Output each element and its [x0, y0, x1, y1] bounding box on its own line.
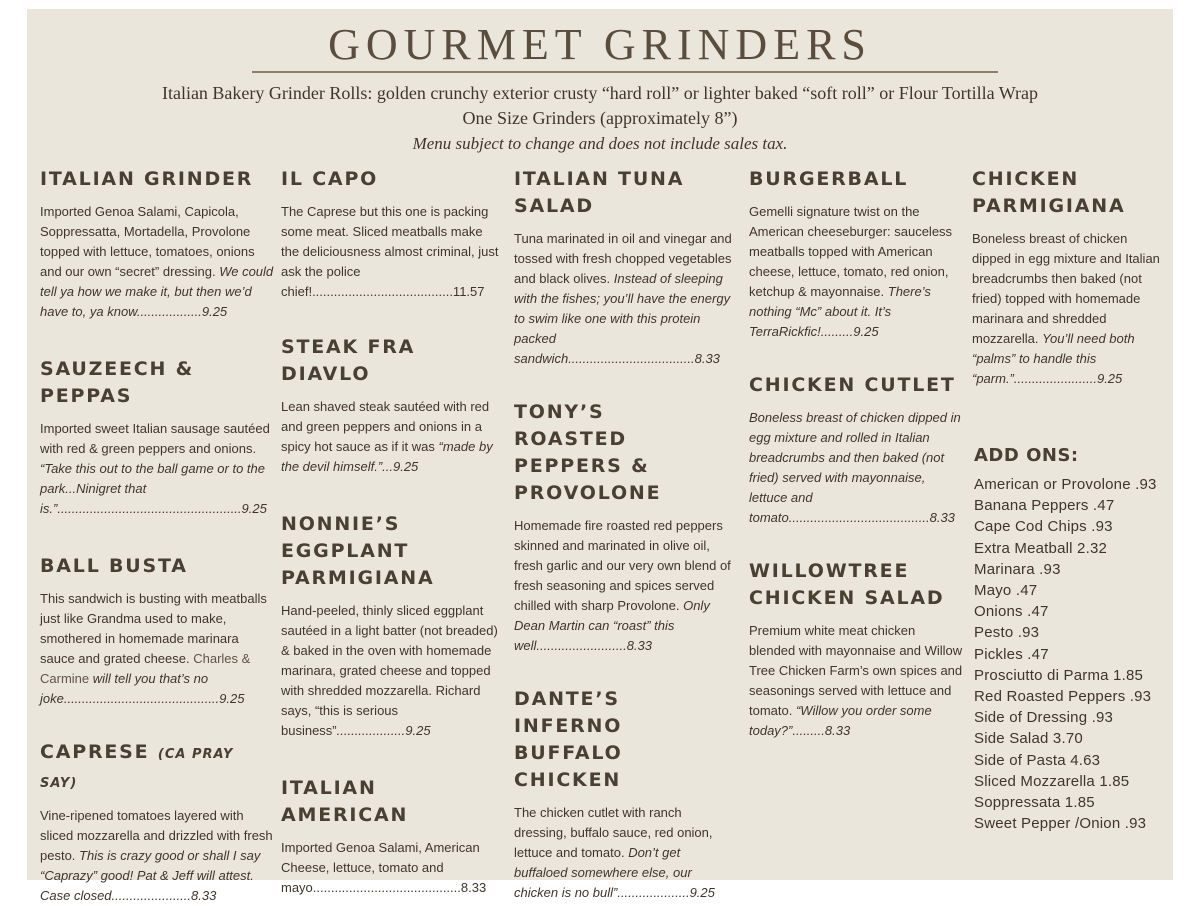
- addon-item: Sweet Pepper /Onion .93: [974, 815, 1147, 833]
- item-name: WILLOWTREE CHICKEN SALAD: [749, 560, 945, 609]
- menu-item-italian-tuna: [514, 166, 732, 369]
- addon-item: American or Provolone .93: [974, 476, 1157, 493]
- item-description: Homemade fire roasted red peppers skinned and marinated in olive oil, fresh garlic and our very own blend of fresh seasoning and spices served chilled with sharp Provolone. Only Dean Martin can “roast” this well.........................8.33: [514, 518, 731, 653]
- item-description: Boneless breast of chicken dipped in egg mixture and rolled in Italian breadcrumbs and then baked (not fried) served with mayonnaise, lettuce and tomato.......................................8.33: [749, 410, 961, 525]
- menu-item-chicken-cutlet: [749, 372, 963, 528]
- menu-item-chicken-parmigiana: [972, 166, 1162, 389]
- addon-item: Side Salad 3.70: [974, 730, 1083, 748]
- addon-item: Side of Pasta 4.63: [974, 751, 1101, 769]
- item-description: Tuna marinated in oil and vinegar and tossed with fresh chopped vegetables and black olives. Instead of sleeping with the fishes; you’ll have the energy to swim like one with this protein packed sandwich...................................8.33: [514, 231, 732, 366]
- item-name: DANTE’S INFERNO BUFFALO CHICKEN: [514, 688, 623, 791]
- tax-note: Menu subject to change and does not include sales tax.: [412, 134, 788, 153]
- addon-item: Prosciutto di Parma 1.85: [974, 666, 1144, 684]
- item-description: Imported Genoa Salami, American Cheese, lettuce, tomato and mayo.........................................8.33: [281, 840, 487, 895]
- menu-item-caprese: [40, 739, 276, 906]
- addon-item: Soppressata 1.85: [974, 794, 1095, 812]
- item-description: Premium white meat chicken blended with mayonnaise and Willow Tree Chicken Farm’s own spices and seasonings served with lettuce and tomato. “Willow you order some today?”.........8.33: [749, 623, 963, 738]
- item-description: Vine-ripened tomatoes layered with sliced mozzarella and drizzled with fresh pesto. This is crazy good or shall I say “Caprazy” good! Pat & Jeff will attest. Case closed......................8.33: [40, 808, 273, 903]
- addon-item: Marinara .93: [974, 560, 1061, 578]
- item-name: ITALIAN TUNA SALAD: [514, 168, 685, 217]
- size-note: One Size Grinders (approximately 8”): [462, 108, 738, 128]
- item-description: The chicken cutlet with ranch dressing, buffalo sauce, red onion, lettuce and tomato. Don’t get buffaloed somewhere else, our chicken is no bull”....................9.25: [514, 805, 715, 900]
- item-name: CHICKEN PARMIGIANA: [972, 168, 1126, 217]
- addon-item: Red Roasted Peppers .93: [974, 688, 1152, 706]
- item-name: ITALIAN AMERICAN: [281, 777, 409, 826]
- item-description: This sandwich is busting with meatballs just like Grandma used to make, smothered in homemade marinara sauce and grated cheese. Charles & Carmine will tell you that’s no joke...........................................9.25: [40, 591, 267, 706]
- item-description: Boneless breast of chicken dipped in egg mixture and Italian breadcrumbs then baked (not fried) topped with homemade marinara and shredded mozzarella. You’ll need both “palms” to handle this “parm.”.......................9.25: [972, 231, 1160, 386]
- title-divider: [252, 71, 998, 73]
- addon-item: Cape Cod Chips .93: [974, 518, 1113, 536]
- menu-item-eggplant: [281, 511, 501, 741]
- addons-title: ADD ONS:: [974, 445, 1079, 466]
- item-description: The Caprese but this one is packing some meat. Sliced meatballs make the deliciousness almost criminal, just ask the police chief!.......................................11.57: [281, 204, 499, 299]
- item-name: STEAK FRA DIAVLO: [281, 336, 416, 385]
- item-name: BURGERBALL: [749, 168, 909, 190]
- addons-section: [974, 445, 1164, 834]
- addon-item: Onions .47: [974, 603, 1049, 621]
- addon-item: Extra Meatball 2.32: [974, 539, 1108, 557]
- menu-item-ball-busta: [40, 553, 276, 709]
- menu-column-4: [749, 166, 963, 741]
- page-title: GOURMET GRINDERS: [328, 20, 872, 69]
- menu-item-willowtree: [749, 558, 963, 741]
- item-name: NONNIE’S EGGPLANT PARMIGIANA: [281, 513, 435, 589]
- addons-list: [974, 474, 1164, 834]
- menu-item-tonys-roasted-peppers: [514, 399, 732, 656]
- menu-item-il-capo: [281, 166, 501, 302]
- menu-item-burgerball: [749, 166, 963, 342]
- menu-column-3: [514, 166, 732, 903]
- addon-item: Mayo .47: [974, 582, 1038, 600]
- menu-column-2: [281, 166, 501, 898]
- addon-item: Banana Peppers .47: [974, 497, 1115, 515]
- item-name: CHICKEN CUTLET: [749, 374, 956, 396]
- menu-column-1: [40, 166, 276, 906]
- item-name: SAUZEECH & PEPPAS: [40, 358, 194, 407]
- menu-item-sauzeech: [40, 356, 276, 519]
- item-name: CAPRESE (CA PRAY SAY): [40, 741, 234, 791]
- item-name: IL CAPO: [281, 168, 379, 190]
- addon-item: Side of Dressing .93: [974, 709, 1114, 727]
- addon-item: Sliced Mozzarella 1.85: [974, 772, 1130, 790]
- menu-column-5: [972, 166, 1162, 833]
- item-description: Imported sweet Italian sausage sautéed with red & green peppers and onions. “Take this out to the ball game or to the park...Ninigret that is.”...................................................9.25: [40, 421, 270, 516]
- menu-item-italian-grinder: [40, 166, 276, 322]
- menu-item-steak-fra-diavlo: [281, 334, 501, 477]
- menu-item-italian-american: [281, 775, 501, 898]
- item-name: TONY’S ROASTED PEPPERS & PROVOLONE: [514, 401, 662, 504]
- menu-item-dantes-inferno: [514, 686, 732, 903]
- item-description: Gemelli signature twist on the American cheeseburger: sauceless meatballs topped with American cheese, lettuce, tomato, red onion, ketchup & mayonnaise. There’s nothing “Mc” about it. It’s TerraRickfic!.........9.25: [749, 204, 953, 339]
- item-description: Hand-peeled, thinly sliced eggplant sautéed in a light batter (not breaded) & baked in the oven with homemade marinara, grated cheese and topped with shredded mozzarella. Richard says, “this is serious business”...................9.25: [281, 603, 498, 738]
- rolls-description: Italian Bakery Grinder Rolls: golden crunchy exterior crusty “hard roll” or lighter baked “soft roll” or Flour Tortilla Wrap: [161, 83, 1039, 103]
- item-description: Lean shaved steak sautéed with red and green peppers and onions in a spicy hot sauce as if it was “made by the devil himself.”...9.25: [281, 399, 493, 474]
- addon-item: Pesto .93: [974, 624, 1040, 642]
- item-description: Imported Genoa Salami, Capicola, Soppressatta, Mortadella, Provolone topped with lettuce, tomatoes, onions and our own “secret” dressing. We could tell ya how we make it, but then we’d have to, ya know..................9.25: [40, 204, 274, 319]
- item-name: ITALIAN GRINDER: [40, 168, 254, 190]
- addon-item: Pickles .47: [974, 645, 1049, 663]
- item-name: BALL BUSTA: [40, 555, 188, 577]
